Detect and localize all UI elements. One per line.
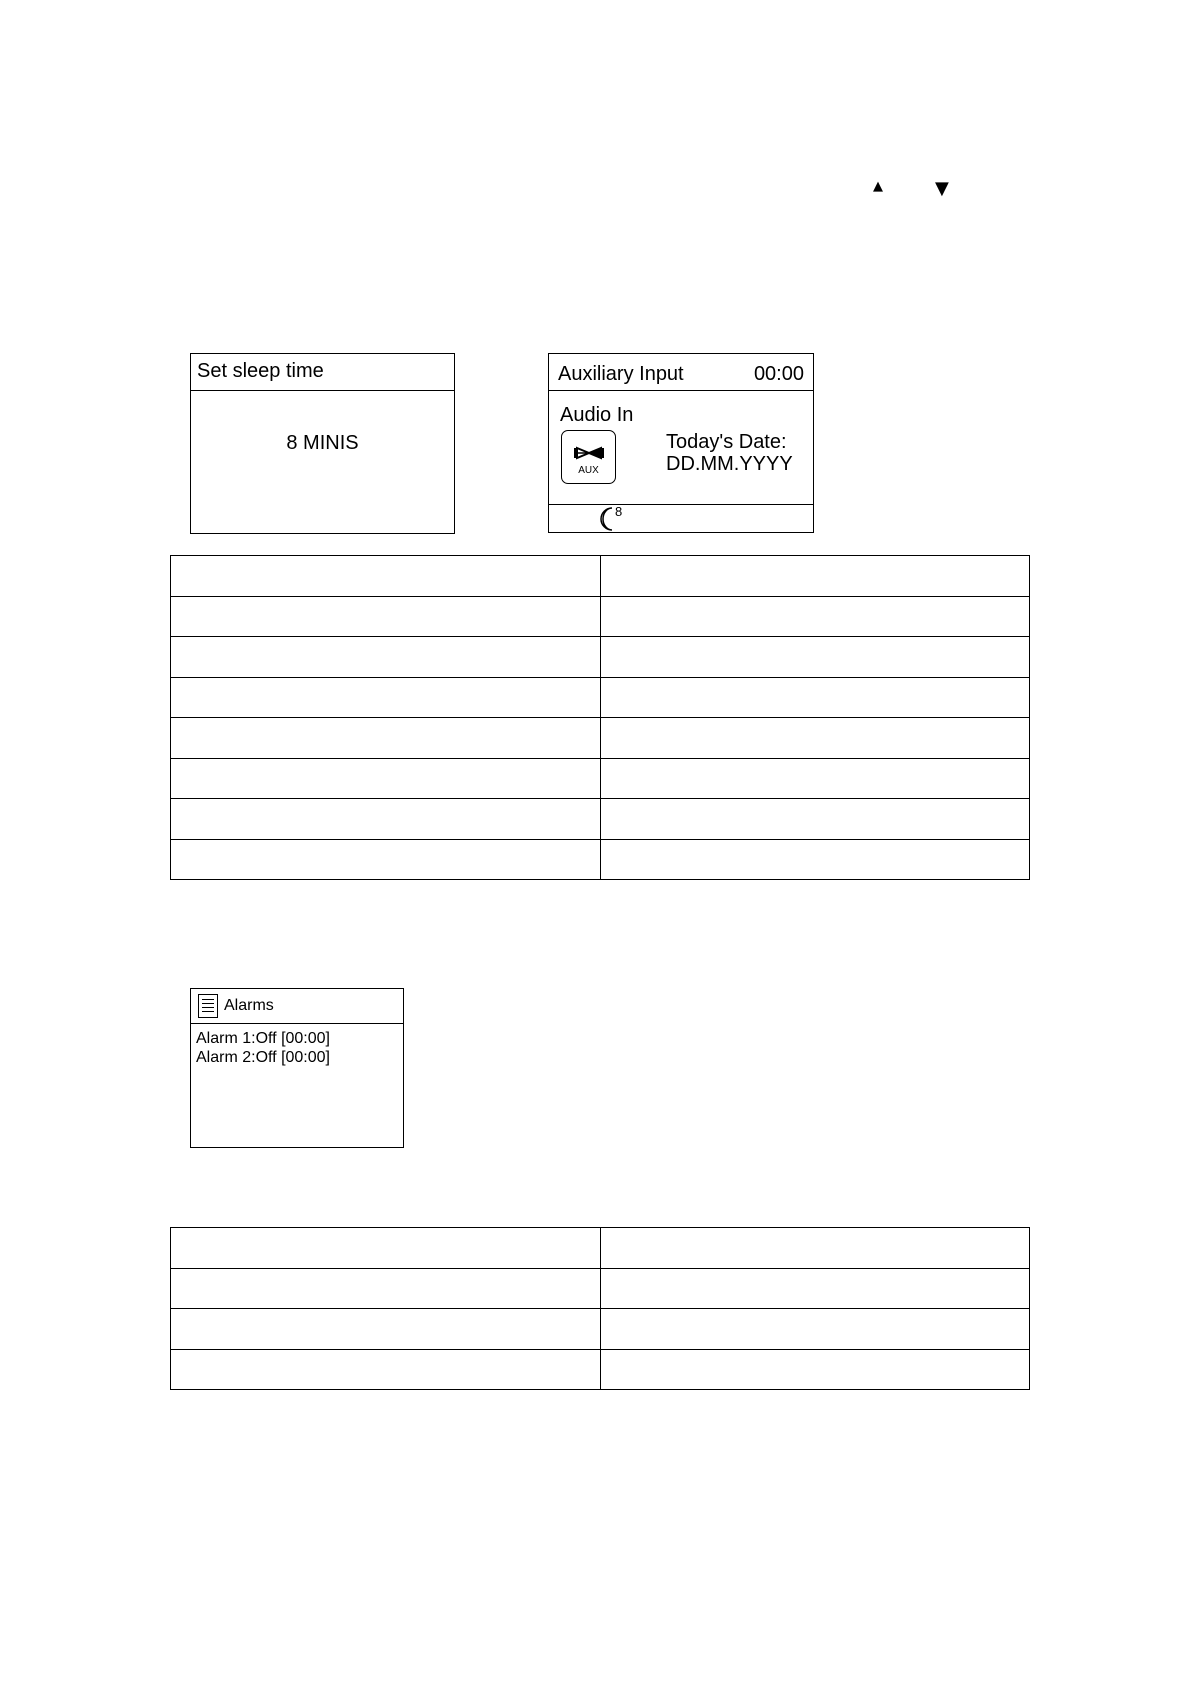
table-cell (600, 1349, 1030, 1390)
table-row (171, 596, 1030, 637)
table-cell (171, 758, 601, 799)
table-cell (171, 1228, 601, 1269)
auxiliary-input-display (548, 353, 814, 533)
table-cell (171, 799, 601, 840)
sleep-time-title: Set sleep time (197, 360, 324, 382)
auxiliary-input-title: Auxiliary Input (558, 363, 684, 385)
table-row (171, 556, 1030, 597)
table-cell (171, 718, 601, 759)
alarms-header (191, 989, 403, 1024)
table-cell (600, 556, 1030, 597)
list-item: Alarm 1:Off [00:00] (196, 1030, 330, 1047)
table-cell (171, 839, 601, 880)
table-cell (171, 596, 601, 637)
status-bar (549, 504, 813, 533)
table-row (171, 1228, 1030, 1269)
up-arrow-icon: ▲ (873, 179, 883, 194)
aux-icon-label: AUX (578, 465, 599, 476)
table-cell (171, 677, 601, 718)
table-cell (600, 677, 1030, 718)
todays-date-value: DD.MM.YYYY (666, 453, 793, 475)
table-row (171, 799, 1030, 840)
sleep-timer-minutes: 8 (615, 504, 623, 519)
table-row (171, 758, 1030, 799)
list-item: Alarm 2:Off [00:00] (196, 1049, 330, 1066)
alarms-title: Alarms (224, 997, 274, 1014)
sleep-time-header (191, 354, 454, 391)
table-row (171, 677, 1030, 718)
table-row (171, 1309, 1030, 1350)
table-cell (171, 1309, 601, 1350)
alarms-display (190, 988, 404, 1148)
auxiliary-input-header (549, 354, 813, 391)
sleep-time-value: 8 MINIS (286, 432, 359, 454)
audio-in-label: Audio In (560, 404, 634, 426)
alarm-list (196, 1029, 330, 1067)
table-cell (600, 1268, 1030, 1309)
table-cell (600, 799, 1030, 840)
table-cell (600, 596, 1030, 637)
moon-icon (597, 506, 617, 532)
bowtie-connector-icon (574, 445, 604, 461)
description-table-two (170, 1227, 1030, 1390)
table-cell (600, 1309, 1030, 1350)
todays-date-label: Today's Date: (666, 431, 787, 453)
table-cell (600, 758, 1030, 799)
table-cell (171, 637, 601, 678)
table-row (171, 637, 1030, 678)
sleep-time-display (190, 353, 455, 534)
table-row (171, 1268, 1030, 1309)
table-cell (600, 718, 1030, 759)
table-cell (171, 1349, 601, 1390)
table-row (171, 718, 1030, 759)
table-row (171, 1349, 1030, 1390)
table-cell (600, 637, 1030, 678)
clock-time: 00:00 (753, 363, 804, 385)
description-table-one (170, 555, 1030, 880)
table-row (171, 839, 1030, 880)
aux-input-icon (561, 430, 616, 484)
table-cell (600, 839, 1030, 880)
table-cell (171, 556, 601, 597)
table-cell (600, 1228, 1030, 1269)
table-cell (171, 1268, 601, 1309)
menu-list-icon (198, 994, 218, 1018)
down-arrow-icon: ▼ (935, 178, 949, 199)
